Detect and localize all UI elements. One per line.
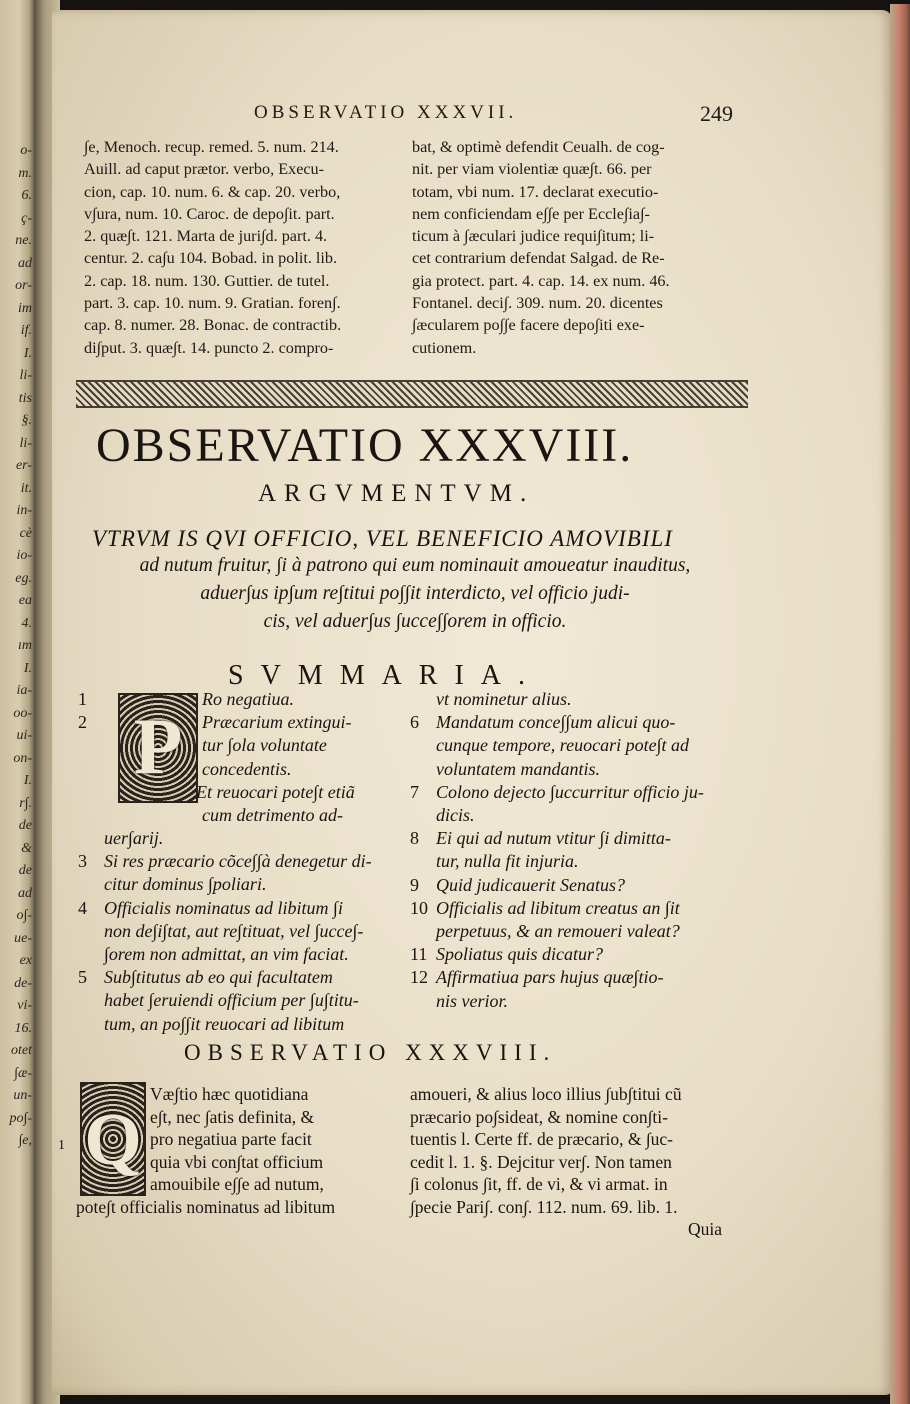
- summaria-text: vt nominetur alius.: [436, 689, 572, 709]
- text-line: 2. cap. 18. num. 130. Guttier. de tutel.: [84, 271, 330, 290]
- body-left-column: [76, 1083, 336, 1218]
- body-line: pote∫t officialis nominatus ad libitum: [76, 1196, 336, 1217]
- left-margin-fragment: tis: [18, 390, 32, 406]
- summaria-text: tur ∫ola voluntate: [202, 735, 327, 756]
- left-margin-fragment: ım: [18, 638, 32, 653]
- summaria-text: dicis.: [436, 805, 475, 826]
- page-edge-right: [890, 4, 910, 1404]
- left-margin-fragment: ne.: [15, 233, 32, 248]
- summaria-text: Affirmatiua pars hujus quæ∫tio-: [436, 967, 664, 988]
- summaria-item: [410, 711, 704, 734]
- summaria-item: [78, 711, 355, 734]
- summaria-text: cunque tempore, reuocari pote∫t ad: [436, 735, 690, 756]
- left-margin-fragment: er-: [15, 458, 32, 473]
- left-margin-fragment: vi-: [17, 998, 32, 1013]
- summaria-dropcap-letter: P: [133, 703, 183, 791]
- text-line: cion, cap. 10. num. 6. & cap. 20. verbo,: [84, 182, 341, 201]
- left-margin-fragment: or-: [15, 278, 32, 293]
- left-margin-fragment: de-: [14, 975, 32, 991]
- left-margin-fragment: po∫-: [9, 1110, 32, 1126]
- left-margin-fragment: ∫æ-: [14, 1065, 32, 1081]
- summaria-heading: SVMMARIA.: [228, 660, 543, 691]
- left-margin-fragment: in-: [16, 503, 32, 518]
- summaria-text: tum, an po∫∫it reuocari ad libitum: [104, 1013, 345, 1034]
- left-margin-fragment: li-: [19, 435, 32, 451]
- body-line: Væ∫tio hæc quotidiana: [150, 1084, 309, 1104]
- observation-title: OBSERVATIO XXXVIII.: [96, 419, 634, 472]
- left-margin-fragment: I.: [23, 345, 32, 361]
- summaria-text: citur dominus ∫poliari.: [104, 874, 267, 895]
- left-margin-fragment: im: [18, 300, 32, 316]
- left-page-edge: [0, 0, 34, 1404]
- summaria-item: [78, 920, 372, 943]
- left-margin-fragment: eg.: [15, 570, 32, 586]
- summaria-text: tur, nulla fit injuria.: [436, 851, 579, 872]
- summaria-item: [410, 781, 704, 804]
- summaria-text: Si res præcario cõce∫∫à denegetur di-: [104, 851, 372, 872]
- question-block: [92, 526, 738, 636]
- summaria-item: [78, 734, 355, 757]
- summaria-text: Quid judicauerit Senatus?: [436, 874, 625, 895]
- summaria-text: Officialis nominatus ad libitum ∫i: [104, 897, 343, 918]
- text-line: nit. per viam violentiæ quæ∫t. 66. per: [412, 160, 652, 179]
- left-margin-fragment: ia-: [16, 683, 32, 698]
- text-line: Auill. ad caput prætor. verbo, Execu-: [84, 160, 325, 179]
- summaria-item: [410, 897, 704, 920]
- left-margin-fragment: io-: [16, 548, 32, 563]
- left-margin-fragment: ea: [18, 593, 32, 608]
- left-margin-fragment: de: [18, 818, 32, 833]
- summaria-text: habet ∫eruiendi officium per ∫u∫titu-: [104, 990, 359, 1011]
- text-line: cet contrarium defendat Salgad. de Re-: [412, 249, 665, 268]
- summaria-item: [410, 688, 704, 711]
- summaria-text: Officialis ad libitum creatus an ∫it: [436, 897, 680, 918]
- text-line: Fontanel. deci∫. 309. num. 20. dicentes: [412, 294, 663, 313]
- left-margin-fragment: it.: [20, 480, 32, 496]
- summaria-item: [410, 734, 704, 757]
- summaria-text: voluntatem mandantis.: [436, 758, 600, 779]
- body-dropcap: [80, 1082, 146, 1196]
- left-margin-fragment: 6.: [21, 188, 32, 203]
- body-line: præcario po∫sideat, & nomine con∫ti-: [410, 1106, 668, 1127]
- summaria-item: [78, 688, 355, 711]
- left-margin-fragment: I.: [23, 660, 32, 676]
- text-line: cap. 8. numer. 28. Bonac. de contractib.: [84, 316, 342, 335]
- question-line-1: VTRVM IS QVI OFFICIO, VEL BENEFICIO AMOVIBILI: [92, 526, 673, 551]
- left-margin-fragment: I.: [23, 773, 32, 788]
- left-margin-fragment: un-: [13, 1088, 32, 1103]
- body-line: e∫t, nec ∫atis definita, &: [150, 1106, 315, 1127]
- ornamental-rule: [76, 380, 748, 408]
- summaria-item: [78, 897, 372, 920]
- summaria-left-top: [78, 688, 355, 827]
- summaria-item: [410, 850, 704, 873]
- text-line: di∫put. 3. quæ∫t. 14. puncto 2. compro-: [84, 338, 334, 357]
- summaria-text: Mandatum conce∫∫um alicui quo-: [436, 712, 676, 733]
- summaria-item: [78, 850, 372, 873]
- top-left-column: [84, 136, 341, 359]
- summaria-text: Ei qui ad nutum vtitur ∫i dimitta-: [436, 828, 671, 849]
- text-line: v∫ura, num. 10. Caroc. de depo∫it. part.: [84, 204, 335, 223]
- summaria-item: [410, 990, 704, 1013]
- left-margin-fragment: otet: [11, 1043, 32, 1058]
- summaria-text: nis verior.: [436, 990, 508, 1011]
- body-line: amouibile e∫∫e ad nutum,: [150, 1174, 324, 1194]
- left-margin-fragment: m.: [18, 165, 32, 181]
- summaria-item: [78, 943, 372, 966]
- left-margin-fragment: if.: [20, 323, 32, 338]
- text-line: cutionem.: [412, 338, 477, 357]
- left-margin-fragment: §.: [21, 413, 32, 428]
- body-line: amoueri, & alius loco illius ∫ub∫titui cũ: [410, 1084, 682, 1104]
- left-page-margin-text: [0, 140, 34, 1153]
- left-margin-fragment: ui-: [16, 728, 32, 743]
- running-head-title: OBSERVATIO XXXVII.: [254, 102, 518, 123]
- summaria-text: non de∫i∫tat, aut re∫tituat, vel ∫ucce∫-: [104, 920, 364, 941]
- summaria-item: [410, 827, 704, 850]
- summaria-number: 8: [410, 828, 419, 849]
- body-line: tuentis l. Certe ff. de præcario, & ∫uc-: [410, 1129, 674, 1149]
- text-line: ticum à ∫æculari judice requi∫itum; li-: [412, 227, 655, 246]
- left-margin-fragment: ∫e,: [18, 1133, 32, 1148]
- body-line: ∫i colonus ∫it, ff. de vi, & vi armat. in: [410, 1174, 668, 1194]
- left-margin-fragment: o-: [20, 143, 32, 158]
- summaria-text: uer∫arij.: [104, 828, 164, 848]
- text-line: centur. 2. ca∫u 104. Bobad. in polit. lib.: [84, 249, 338, 268]
- left-margin-fragment: on-: [13, 750, 32, 766]
- left-margin-fragment: ex: [19, 953, 32, 968]
- text-line: part. 3. cap. 10. num. 9. Gratian. foren∫.: [84, 294, 341, 313]
- summaria-item: [410, 758, 704, 781]
- summaria-right-column: [410, 688, 704, 1013]
- text-line: totam, vbi num. 17. declarat executio-: [412, 182, 659, 201]
- question-rest: [92, 552, 738, 636]
- left-margin-fragment: cè: [19, 525, 32, 541]
- summaria-text: Spoliatus quis dicatur?: [436, 944, 604, 965]
- summaria-number: 11: [410, 944, 428, 965]
- text-line: nem conficiendam e∫∫e per Eccle∫ia∫-: [412, 204, 650, 223]
- summaria-item: [78, 827, 372, 850]
- summaria-text: Colono dejecto ∫uccurritur officio ju-: [436, 781, 704, 802]
- summaria-number: 6: [410, 712, 419, 733]
- body-dropcap-letter: Q: [84, 1099, 142, 1181]
- summaria-item: [78, 989, 372, 1012]
- body-line: pro negatiua parte facit: [150, 1129, 312, 1149]
- summaria-item: [78, 966, 372, 989]
- summaria-item: [410, 804, 704, 827]
- summaria-text: ∫orem non admittat, an vim faciat.: [104, 944, 349, 965]
- summaria-text: concedentis.: [202, 758, 292, 779]
- question-line: aduer∫us ip∫um re∫titui po∫∫it interdicto, vel officio judi-: [200, 583, 630, 604]
- summaria-text: Et reuocari pote∫t etiã: [196, 781, 355, 802]
- summaria-item: [410, 920, 704, 943]
- left-margin-fragment: ad: [18, 255, 32, 271]
- left-margin-fragment: ç-: [21, 210, 32, 226]
- summaria-text: Præcarium extingui-: [202, 712, 352, 733]
- question-line: ad nutum fruitur, ∫i à patrono qui eum nominauit amoueatur inauditus,: [139, 555, 691, 576]
- summaria-number: 10: [410, 897, 428, 918]
- observation-subtitle: OBSERVATIO XXXVIII.: [184, 1040, 557, 1065]
- summaria-item: [410, 874, 704, 897]
- left-margin-fragment: r∫.: [19, 795, 32, 811]
- summaria-text: Sub∫titutus ab eo qui facultatem: [104, 967, 333, 988]
- text-line: gia protect. part. 4. cap. 14. ex num. 46.: [412, 271, 670, 290]
- page-number: 249: [700, 101, 733, 126]
- question-line: cis, vel aduer∫us ∫ucce∫∫orem in officio.: [263, 611, 567, 632]
- summaria-left-column: [78, 827, 372, 1036]
- text-line: bat, & optimè defendit Ceualh. de cog-: [412, 138, 665, 156]
- summaria-number: 4: [78, 897, 87, 918]
- body-right-column: [410, 1083, 722, 1241]
- left-margin-fragment: o∫-: [16, 908, 32, 923]
- summaria-text: Ro negatiua.: [202, 689, 294, 709]
- summaria-text: cum detrimento ad-: [202, 805, 343, 826]
- top-right-column: [412, 136, 670, 359]
- summaria-item: [78, 758, 355, 781]
- left-margin-fragment: ad: [18, 885, 32, 901]
- left-margin-fragment: ue-: [14, 930, 32, 946]
- summaria-text: perpetuus, & an remoueri valeat?: [436, 921, 680, 942]
- argumentum-heading: ARGVMENTVM.: [258, 480, 535, 507]
- summaria-number: 1: [78, 689, 87, 709]
- summaria-item: [78, 804, 355, 827]
- summaria-item: [78, 873, 372, 896]
- left-margin-fragment: 16.: [14, 1020, 32, 1036]
- text-line: 2. quæ∫t. 121. Marta de juri∫d. part. 4.: [84, 227, 328, 246]
- text-line: ∫æcularem po∫∫e facere depo∫iti exe-: [412, 316, 645, 335]
- body-line: ∫pecie Pari∫. con∫. 112. num. 69. lib. 1.: [410, 1196, 678, 1217]
- summaria-number: 3: [78, 851, 87, 872]
- summaria-number: 9: [410, 874, 419, 895]
- left-margin-fragment: 4.: [21, 615, 32, 631]
- summaria-number: 12: [410, 967, 428, 988]
- body-line-number: 1: [58, 1138, 65, 1153]
- text-line: ∫e, Menoch. recup. remed. 5. num. 214.: [84, 138, 339, 156]
- left-margin-fragment: &: [21, 840, 32, 856]
- summaria-number: 2: [78, 712, 87, 733]
- left-margin-fragment: li-: [19, 368, 32, 383]
- summaria-item: [78, 1013, 372, 1036]
- left-margin-fragment: de: [18, 863, 32, 878]
- summaria-number: 7: [410, 781, 419, 802]
- summaria-item: [410, 943, 704, 966]
- left-margin-fragment: oo-: [13, 705, 32, 721]
- summaria-number: 5: [78, 967, 87, 988]
- summaria-item: [410, 966, 704, 989]
- body-line: cedit l. 1. §. Dejcitur ver∫. Non tamen: [410, 1151, 672, 1172]
- summaria-item: [78, 781, 355, 804]
- body-line: quia vbi con∫tat officium: [150, 1151, 324, 1172]
- body-line: Quia: [688, 1219, 723, 1239]
